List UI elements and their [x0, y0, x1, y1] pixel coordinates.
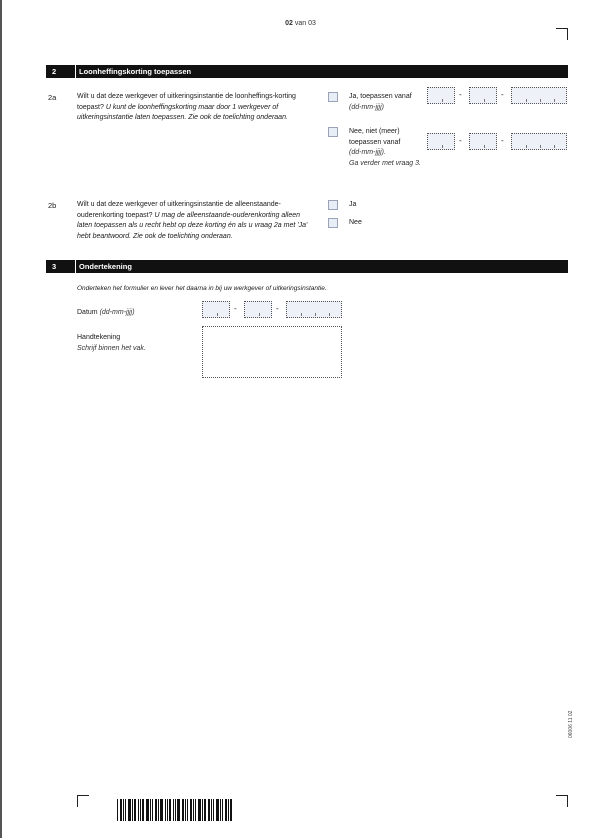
- q2a-yes-label: Ja, toepassen vanaf (dd-mm-jjjj): [349, 93, 412, 111]
- q2b-no-label: Nee: [349, 219, 362, 226]
- q2a-no-label: Nee, niet (meer) toepassen vanaf (dd-mm-jjjj). Ga verder met vraag 3.: [349, 128, 421, 167]
- q2b-yes-checkbox[interactable]: [328, 200, 338, 210]
- q2a-yes-checkbox[interactable]: [328, 92, 338, 102]
- q2a-no-checkbox[interactable]: [328, 127, 338, 137]
- date-label: Datum (dd-mm-jjjj): [77, 309, 135, 316]
- question-2b-number: 2b: [48, 201, 57, 210]
- question-2b-text: Wilt u dat deze werkgever of uitkeringsinstantie de alleenstaande-ouderenkorting toepast? U mag de alleenstaande-ouderenkorting alleen laten toepassen als u recht hebt op deze korting én als u vraag 2a met 'Ja' hebt beantwoord. Zie ook de toelichting onderaan.: [77, 201, 308, 240]
- page-number: 02 van 03: [285, 20, 316, 27]
- question-2a-number: 2a: [48, 93, 57, 102]
- q2a-yes-day-input[interactable]: [427, 87, 455, 104]
- signature-label: Handtekening Schrijf binnen het vak.: [77, 334, 146, 352]
- form-page: 02 van 03 2 Loonheffingskorting toepassen 2a Wilt u dat deze werkgever of uitkeringsinstantie de loonheffings-korting toepast? U kunt de loonheffingskorting maar door 1 werkgever of uitkeringsinstantie laten toepassen. Zie ook de toelichting onderaan. Ja, toepassen vanaf (dd-mm-jjjj) - - Nee, niet (meer) toepassen vanaf (dd-mm-jjjj). Ga verder met vraag 3. - - 2b Wilt u dat deze werkgever of uitkeringsinstantie de alleenstaande-ouderenkorting toepast? U mag de alleenstaande-ouderenkorting alleen laten toepassen als u recht hebt op deze korting én als u vraag 2a met 'Ja' hebt beantwoord. Zie ook de toelichting onderaan. Ja Nee 3 Ondertekening Onderteken het formulier en lever het daarna in bij uw werkgever of uitkeringsinstantie. Datum (dd-mm-jjjj) - - Handtekening Schrijf binnen het vak. 06006 11 02: [0, 0, 597, 838]
- corner-mark-bottom-left: [77, 795, 89, 807]
- q2a-no-day-input[interactable]: [427, 133, 455, 150]
- q2b-no-checkbox[interactable]: [328, 218, 338, 228]
- barcode: [117, 799, 247, 821]
- question-2a-text: Wilt u dat deze werkgever of uitkeringsinstantie de loonheffings-korting toepast? U kunt de loonheffingskorting maar door 1 werkgever of uitkeringsinstantie laten toepassen. Zie ook de toelichting onderaan.: [77, 93, 296, 121]
- section-3-header: 3 Ondertekening: [46, 260, 568, 273]
- q2a-no-month-input[interactable]: [469, 133, 497, 150]
- corner-mark-top-right: [556, 28, 568, 40]
- q2a-no-year-input[interactable]: [511, 133, 567, 150]
- corner-mark-bottom-right: [556, 795, 568, 807]
- q2a-yes-year-input[interactable]: [511, 87, 567, 104]
- q2b-yes-label: Ja: [349, 201, 357, 208]
- form-code: 06006 11 02: [568, 710, 574, 738]
- sign-date-day-input[interactable]: [202, 301, 230, 318]
- signing-instruction: Onderteken het formulier en lever het daarna in bij uw werkgever of uitkeringsinstantie.: [77, 285, 327, 292]
- sign-date-month-input[interactable]: [244, 301, 272, 318]
- sign-date-year-input[interactable]: [286, 301, 342, 318]
- q2a-yes-month-input[interactable]: [469, 87, 497, 104]
- signature-box[interactable]: [202, 326, 342, 378]
- section-2-header: 2 Loonheffingskorting toepassen: [46, 65, 568, 78]
